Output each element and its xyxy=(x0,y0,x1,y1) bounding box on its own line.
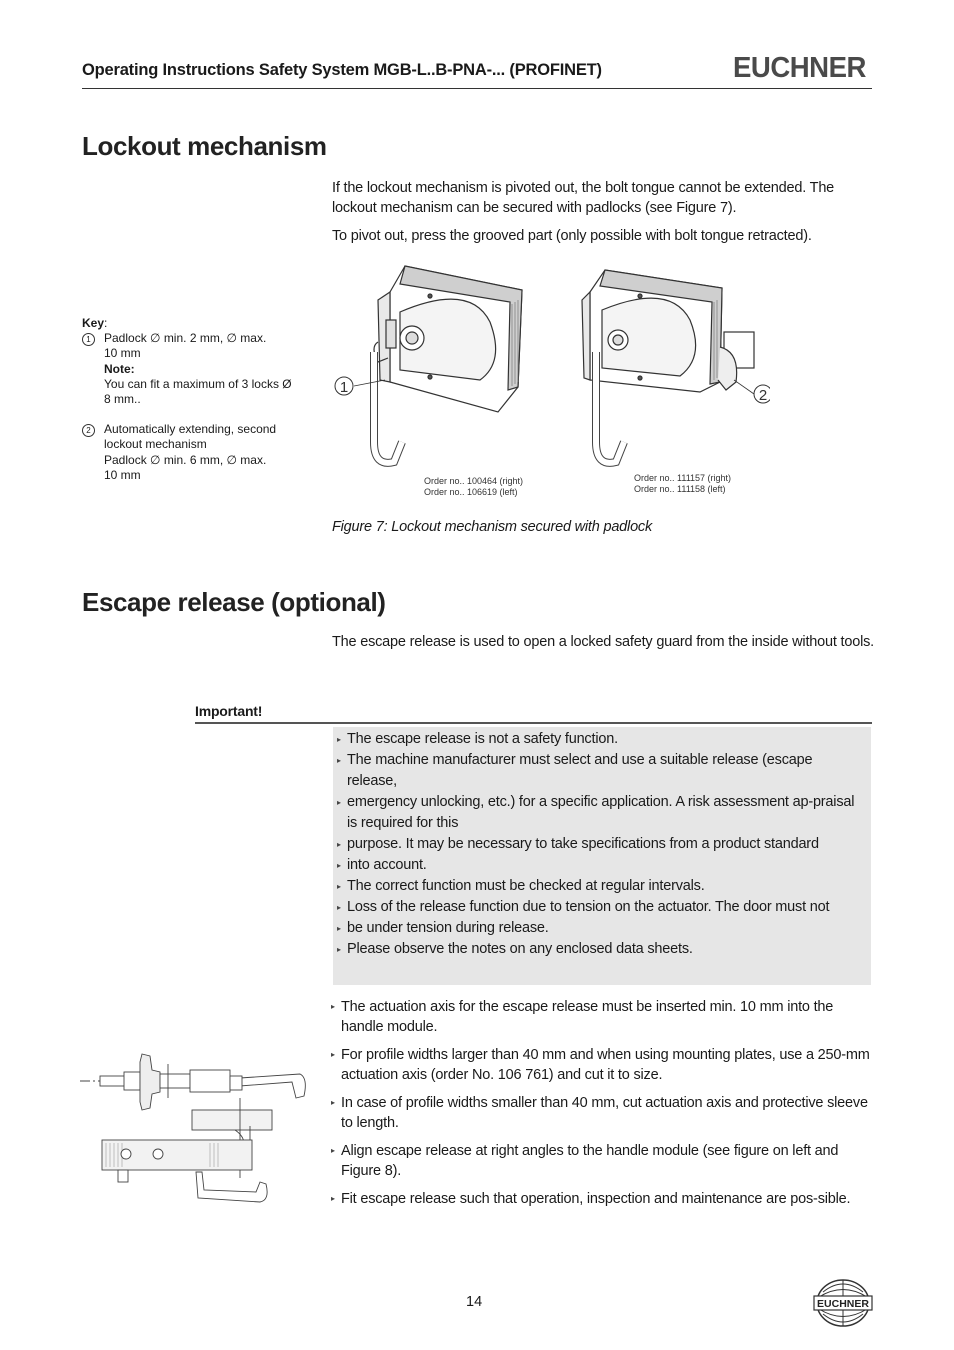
list-item: ▸ emergency unlocking, etc.) for a specific application. A risk assessment ap-praisal is required for this xyxy=(337,794,855,831)
list-item: ▸ Loss of the release function due to tension on the actuator. The door must not xyxy=(337,899,830,915)
important-rule xyxy=(195,722,872,724)
lockout-device-left-drawing xyxy=(374,266,522,463)
callout-2-label: 2 xyxy=(758,387,768,404)
lockout-heading: Lockout mechanism xyxy=(82,131,327,161)
list-item: ▸ The correct function must be checked at regular intervals. xyxy=(337,878,705,894)
note-label: Note: xyxy=(104,361,135,376)
euchner-seal-logo xyxy=(813,1278,873,1328)
svg-text:EUCHNER: EUCHNER xyxy=(817,1298,869,1310)
list-item: ▸ purpose. It may be necessary to take specifications from a product standard xyxy=(337,836,819,852)
list-item: ▸ The escape release is not a safety function. xyxy=(337,731,618,747)
important-label: Important! xyxy=(195,703,263,719)
order-numbers-left: Order no.. 100464 (right) Order no.. 106619 (left) xyxy=(424,476,524,497)
order-numbers-right: Order no.. 111157 (right) Order no.. 111158 (left) xyxy=(634,473,732,494)
list-item: ▸ be under tension during release. xyxy=(337,920,549,936)
document-title: Operating Instructions Safety System MGB-L..B-PNA-... (PROFINET) xyxy=(82,61,602,79)
key-item-1: 1 Padlock ∅ min. 2 mm, ∅ max. 10 mm Note: You can fit a maximum of 3 locks Ø 8 mm.. xyxy=(82,331,292,407)
lockout-figure-drawings xyxy=(330,262,770,472)
lockout-para-2: To pivot out, press the grooved part (only possible with bolt tongue retracted). xyxy=(332,228,812,244)
euchner-logo: EUCHNER xyxy=(733,52,866,84)
list-item: ▸ Fit escape release such that operation, inspection and maintenance are pos-sible. xyxy=(331,1191,851,1207)
escape-heading: Escape release (optional) xyxy=(82,587,386,617)
figure-key: Key: 1 Padlock ∅ min. 2 mm, ∅ max. 10 mm Note: You can fit a maximum of 3 locks Ø 8 mm.. 2 Automatically extending, second lockout mechanism Padlock ∅ min. 6 mm, ∅ max. 10 mm xyxy=(82,316,292,482)
escape-intro: The escape release is used to open a locked safety guard from the inside without tools. xyxy=(332,634,874,650)
list-item: ▸ In case of profile widths smaller than 40 mm, cut actuation axis and protective sleeve to length. xyxy=(331,1095,868,1131)
lockout-device-right-drawing xyxy=(582,270,754,463)
note-text: You can fit a maximum of 3 locks Ø 8 mm.. xyxy=(104,376,292,407)
list-item: ▸ into account. xyxy=(337,857,427,873)
page-number: 14 xyxy=(466,1294,483,1310)
callout-number: 1 xyxy=(82,333,95,346)
header-rule xyxy=(82,88,872,89)
escape-instructions-list xyxy=(327,997,872,1217)
important-box xyxy=(333,727,871,985)
list-item: ▸ For profile widths larger than 40 mm and when using mounting plates, use a 250-mm actuation axis (order No. 106 761) and cut it to size. xyxy=(331,1047,870,1083)
list-item: ▸ The machine manufacturer must select and use a suitable release (escape release, xyxy=(337,752,813,789)
list-item: ▸ The actuation axis for the escape release must be inserted min. 10 mm into the handle module. xyxy=(331,999,834,1035)
list-item: ▸ Align escape release at right angles to the handle module (see figure on left and Figure 8). xyxy=(331,1143,839,1179)
key-label: Key xyxy=(82,316,105,330)
callout-1-label: 1 xyxy=(339,379,349,396)
escape-release-drawing xyxy=(80,1048,315,1210)
key-item-2: 2 Automatically extending, second lockout mechanism Padlock ∅ min. 6 mm, ∅ max. 10 mm xyxy=(82,422,292,483)
lockout-para-1: If the lockout mechanism is pivoted out, the bolt tongue cannot be extended. The lockout mechanism can be secured with padlocks (see Figure 7). xyxy=(332,180,835,216)
callout-number: 2 xyxy=(82,424,95,437)
important-list xyxy=(333,727,871,960)
list-item: ▸ Please observe the notes on any enclosed data sheets. xyxy=(337,941,693,957)
figure-caption: Figure 7: Lockout mechanism secured with padlock xyxy=(332,519,653,535)
